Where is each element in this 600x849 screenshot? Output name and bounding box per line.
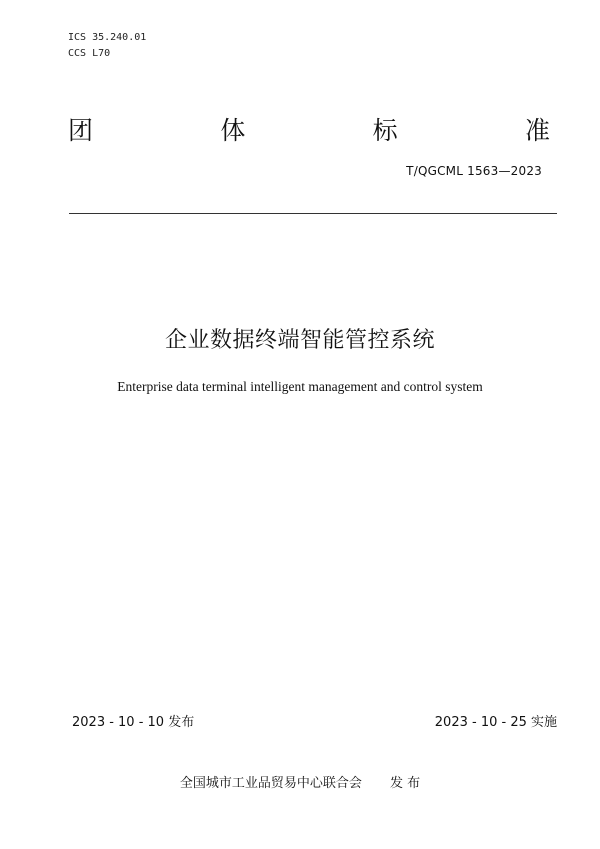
publish-action: 发 布 (389, 776, 421, 791)
ics-code: ICS 35.240.01 (68, 32, 147, 43)
header-divider (69, 213, 557, 214)
publisher-line (0, 775, 600, 793)
ccs-code: CCS L70 (68, 48, 111, 59)
publisher-name: 全国城市工业品贸易中心联合会 (179, 776, 362, 791)
standard-type-title (68, 114, 550, 148)
implementation-date: 2023 - 10 - 25 实施 (434, 715, 557, 730)
document-title-english: Enterprise data terminal intelligent management and control system (117, 379, 483, 394)
standard-number: T/QGCML 1563—2023 (406, 164, 542, 178)
standard-type-char: 体 (220, 116, 246, 145)
issue-date: 2023 - 10 - 10 发布 (72, 715, 195, 730)
classification-codes (68, 30, 146, 62)
document-title-chinese: 企业数据终端智能管控系统 (164, 328, 435, 353)
standard-type-char: 准 (524, 116, 550, 145)
standard-type-char: 团 (68, 116, 94, 145)
standard-type-char: 标 (372, 116, 398, 145)
